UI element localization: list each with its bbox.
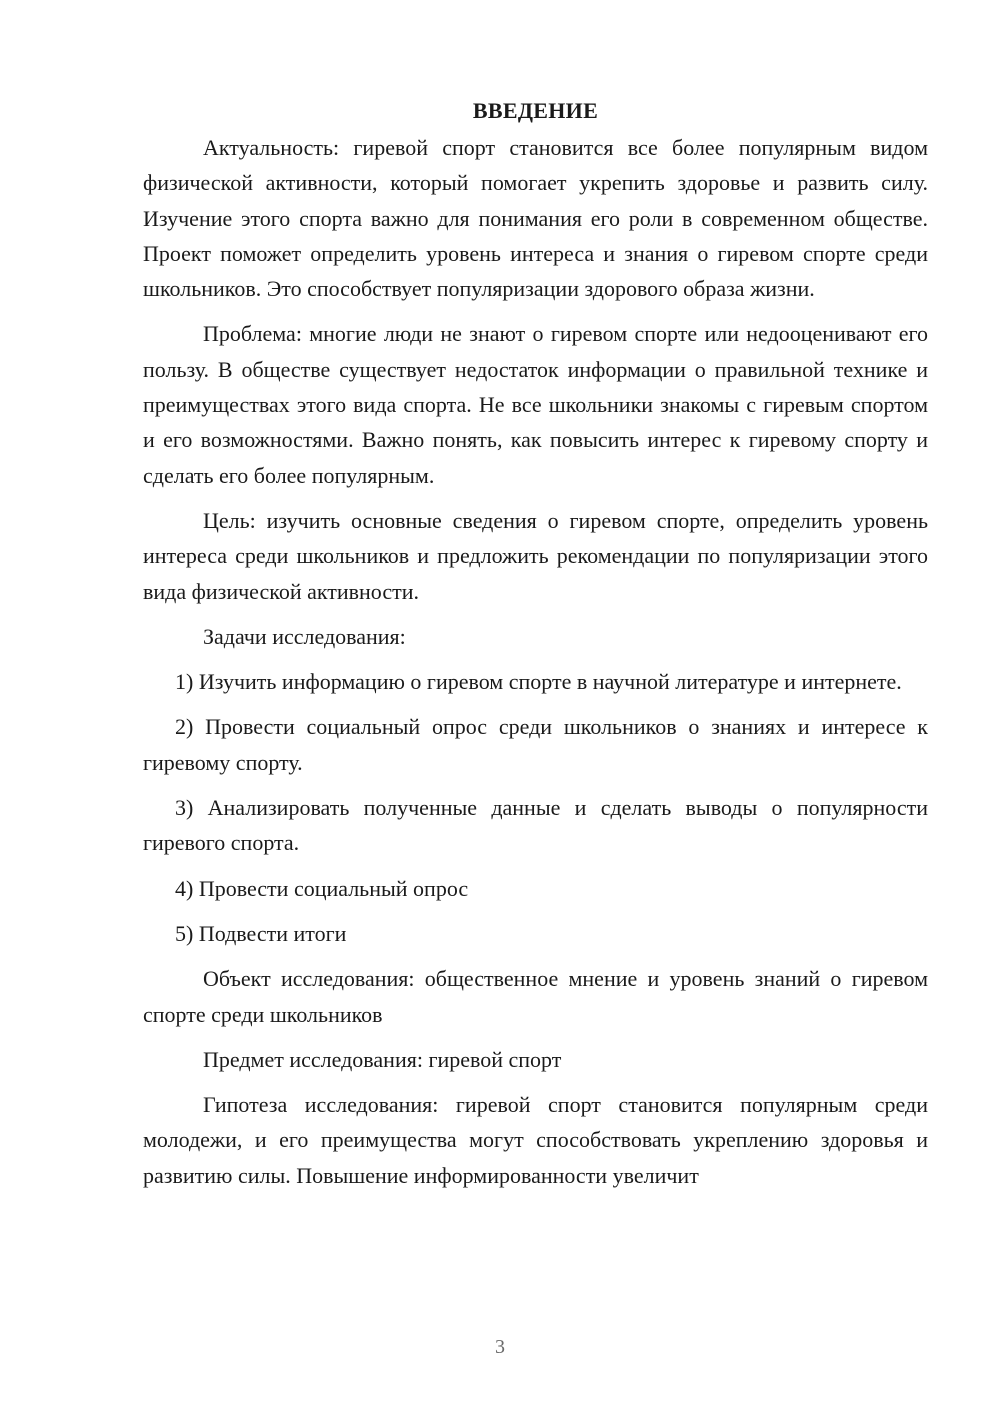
paragraph-relevance: Актуальность: гиревой спорт становится все более популярным видом физической активности, который помогает укрепить здоровье и развить силу. Изучение этого спорта важно для понимания его роли в современном обществе. Проект поможет определить уровень интереса и знания о гиревом спорте среди школьников. Это способствует популяризации здорового образа жизни. [143,135,928,302]
task-item: 1) Изучить информацию о гиревом спорте в научной литературе и интернете. [175,669,902,695]
tasks-heading: Задачи исследования: [203,623,406,649]
section-title: ВВЕДЕНИЕ [472,98,599,123]
page-number: 3 [495,1336,505,1358]
task-item: 2) Провести социальный опрос среди школьников о знаниях и интересе к гиревому спорту. [143,714,928,775]
task-item: 5) Подвести итоги [175,920,347,946]
task-item: 4) Провести социальный опрос [175,875,469,901]
paragraph-problem: Проблема: многие люди не знают о гиревом спорте или недооценивают его пользу. В обществе существует недостаток информации о правильной технике и преимуществах этого вида спорта. Не все школьники знакомы с гиревым спортом и его возможностями. Важно понять, как повысить интерес к гиревому спорту и сделать его более популярным. [143,321,928,488]
paragraph-subject: Предмет исследования: гиревой спорт [203,1046,562,1072]
paragraph-hypothesis: Гипотеза исследования: гиревой спорт становится популярным среди молодежи, и его преимущества могут способствовать укреплению здоровья и развитию силы. Повышение информированности увеличит [143,1092,928,1188]
task-item: 3) Анализировать полученные данные и сделать выводы о популярности гиревого спорта. [143,795,928,856]
paragraph-object: Объект исследования: общественное мнение и уровень знаний о гиревом спорте среди школьников [143,966,928,1027]
paragraph-goal: Цель: изучить основные сведения о гиревом спорте, определить уровень интереса среди школьников и предложить рекомендации по популяризации этого вида физической активности. [143,507,928,604]
page-content [143,96,928,1203]
